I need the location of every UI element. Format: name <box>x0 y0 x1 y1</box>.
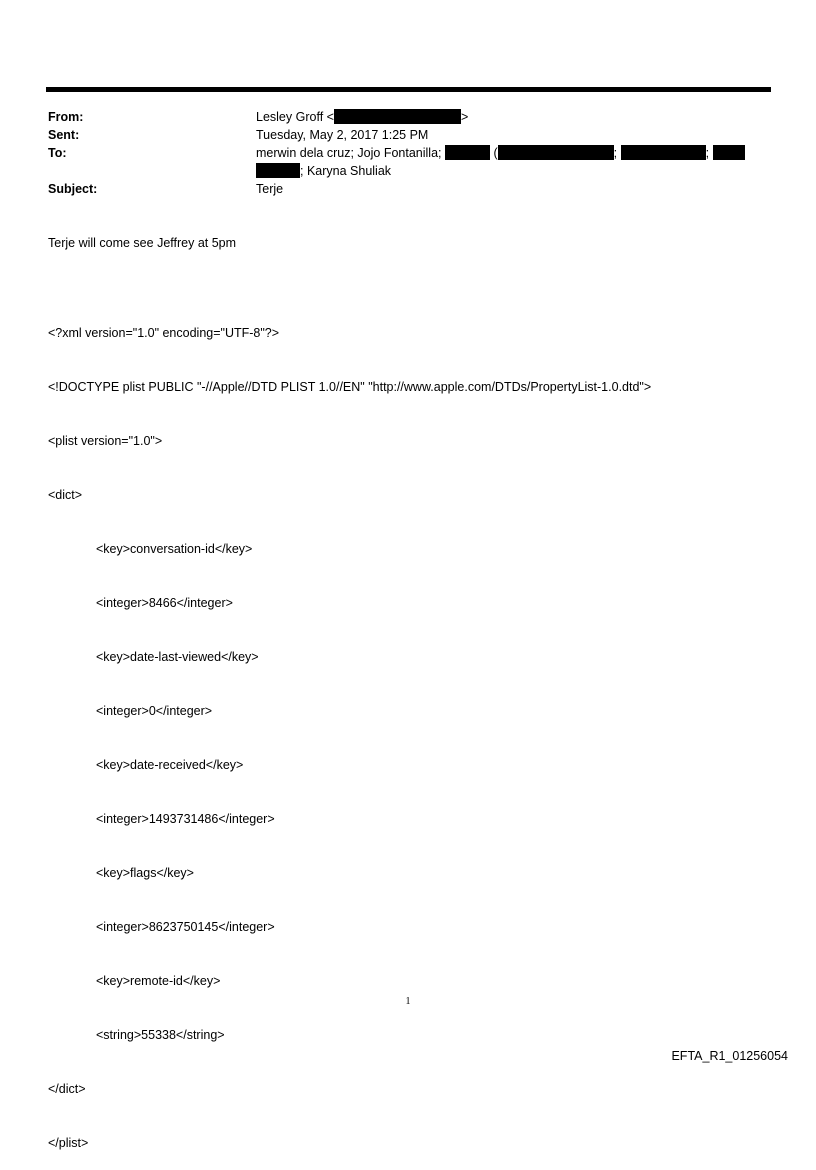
redaction-box <box>498 145 614 160</box>
from-close: > <box>460 110 469 124</box>
to-value <box>256 144 768 180</box>
xml-line: <dict> <box>48 488 83 502</box>
from-row <box>48 108 768 126</box>
redaction-box <box>334 109 461 124</box>
to-semicolon: ; <box>705 146 710 160</box>
redaction-box <box>713 145 745 160</box>
to-semicolon: ; <box>613 146 618 160</box>
from-name: Lesley Groff < <box>256 110 334 124</box>
xml-line: <key>date-last-viewed</key> <box>96 650 259 664</box>
redaction-box <box>256 163 300 178</box>
sent-row <box>48 126 768 144</box>
from-value <box>256 108 768 126</box>
xml-line: <string>55338</string> <box>96 1028 225 1042</box>
subject-value: Terje <box>256 182 284 196</box>
header-divider <box>46 87 771 92</box>
from-label: From: <box>48 110 84 124</box>
xml-line: <key>conversation-id</key> <box>96 542 253 556</box>
message-body: Terje will come see Jeffrey at 5pm <box>48 236 237 250</box>
subject-row <box>48 180 768 198</box>
to-paren: ( <box>493 146 498 160</box>
xml-line: <plist version="1.0"> <box>48 434 163 448</box>
xml-line: </dict> <box>48 1082 86 1096</box>
xml-line: <integer>1493731486</integer> <box>96 812 275 826</box>
xml-line: <key>flags</key> <box>96 866 194 880</box>
to-label: To: <box>48 146 67 160</box>
redaction-box <box>621 145 706 160</box>
to-line-2 <box>256 162 768 180</box>
subject-label: Subject: <box>48 182 98 196</box>
xml-line: <integer>8623750145</integer> <box>96 920 275 934</box>
to-line-1 <box>256 144 768 162</box>
xml-line: <!DOCTYPE plist PUBLIC "-//Apple//DTD PLIST 1.0//EN" "http://www.apple.com/DTDs/PropertyList-1.0.dtd"> <box>48 380 652 394</box>
to-row <box>48 144 768 180</box>
page-number: 1 <box>405 996 411 1007</box>
xml-line: <?xml version="1.0" encoding="UTF-8"?> <box>48 326 280 340</box>
sent-value: Tuesday, May 2, 2017 1:25 PM <box>256 128 429 142</box>
xml-line: <integer>0</integer> <box>96 704 213 718</box>
document-id: EFTA_R1_01256054 <box>671 1049 788 1063</box>
xml-line: <integer>8466</integer> <box>96 596 233 610</box>
xml-line: <key>date-received</key> <box>96 758 244 772</box>
redaction-box <box>445 145 490 160</box>
xml-line: <key>remote-id</key> <box>96 974 221 988</box>
to-recipients: merwin dela cruz; Jojo Fontanilla; <box>256 146 442 160</box>
email-header <box>48 108 768 198</box>
sent-label: Sent: <box>48 128 80 142</box>
xml-plist-block <box>48 288 651 1170</box>
xml-line: </plist> <box>48 1136 89 1150</box>
to-recipients-2: ; Karyna Shuliak <box>300 164 392 178</box>
